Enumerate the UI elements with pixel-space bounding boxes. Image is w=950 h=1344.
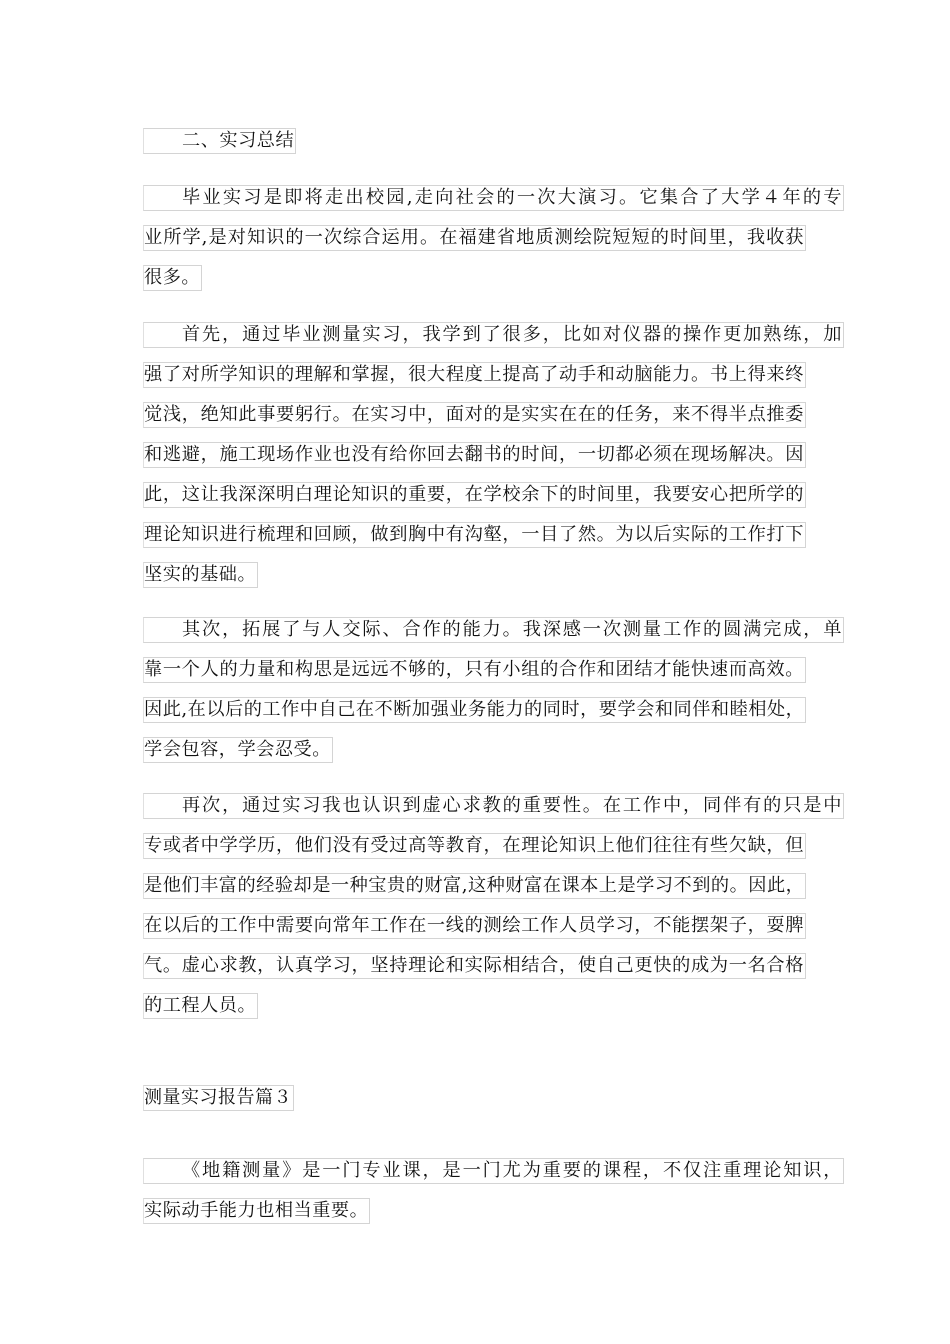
paragraph-line: 其次，拓展了与人交际、合作的能力。我深感一次测量工作的圆满完成，单	[143, 617, 844, 643]
paragraph-4	[143, 786, 844, 1026]
paragraph-line: 靠一个人的力量和构思是远远不够的，只有小组的合作和团结才能快速而高效。	[143, 657, 806, 683]
paragraph-line: 气。虚心求教，认真学习，坚持理论和实际相结合，使自己更快的成为一名合格	[143, 953, 806, 979]
paragraph-3	[143, 610, 844, 770]
paragraph-line: 专或者中学学历，他们没有受过高等教育，在理论知识上他们往往有些欠缺，但	[143, 833, 806, 859]
paragraph-line: 和逃避，施工现场作业也没有给你回去翻书的时间，一切都必须在现场解决。因	[143, 442, 806, 468]
paragraph-line: 坚实的基础。	[143, 562, 258, 588]
paragraph-line: 是他们丰富的经验却是一种宝贵的财富,这种财富在课本上是学习不到的。因此，	[143, 873, 806, 899]
report-heading-text: 测量实习报告篇３	[143, 1085, 294, 1111]
paragraph-line: 《地籍测量》是一门专业课，是一门尤为重要的课程，不仅注重理论知识，	[143, 1158, 844, 1184]
paragraph-line: 实际动手能力也相当重要。	[143, 1198, 370, 1224]
paragraph-line: 再次，通过实习我也认识到虚心求教的重要性。在工作中，同伴有的只是中	[143, 793, 844, 819]
paragraph-1	[143, 178, 844, 298]
paragraph-line: 学会包容，学会忍受。	[143, 737, 333, 763]
section-title-text: 二、实习总结	[143, 128, 296, 154]
section-title	[143, 121, 296, 161]
paragraph-line: 强了对所学知识的理解和掌握，很大程度上提高了动手和动脑能力。书上得来终	[143, 362, 806, 388]
paragraph-line: 此，这让我深深明白理论知识的重要，在学校余下的时间里，我要安心把所学的	[143, 482, 806, 508]
paragraph-5	[143, 1151, 844, 1231]
report-heading	[143, 1078, 294, 1118]
paragraph-2	[143, 315, 844, 595]
paragraph-line: 因此,在以后的工作中自己在不断加强业务能力的同时，要学会和同伴和睦相处，	[143, 697, 806, 723]
paragraph-line: 在以后的工作中需要向常年工作在一线的测绘工作人员学习，不能摆架子，耍脾	[143, 913, 806, 939]
paragraph-line: 觉浅，绝知此事要躬行。在实习中，面对的是实实在在的任务，来不得半点推委	[143, 402, 806, 428]
paragraph-line: 理论知识进行梳理和回顾，做到胸中有沟壑，一目了然。为以后实际的工作打下	[143, 522, 806, 548]
paragraph-line: 业所学,是对知识的一次综合运用。在福建省地质测绘院短短的时间里，我收获	[143, 225, 806, 251]
paragraph-line: 首先，通过毕业测量实习，我学到了很多，比如对仪器的操作更加熟练，加	[143, 322, 844, 348]
paragraph-line: 毕业实习是即将走出校园,走向社会的一次大演习。它集合了大学４年的专	[143, 185, 844, 211]
paragraph-line: 很多。	[143, 265, 202, 291]
paragraph-line: 的工程人员。	[143, 993, 258, 1019]
